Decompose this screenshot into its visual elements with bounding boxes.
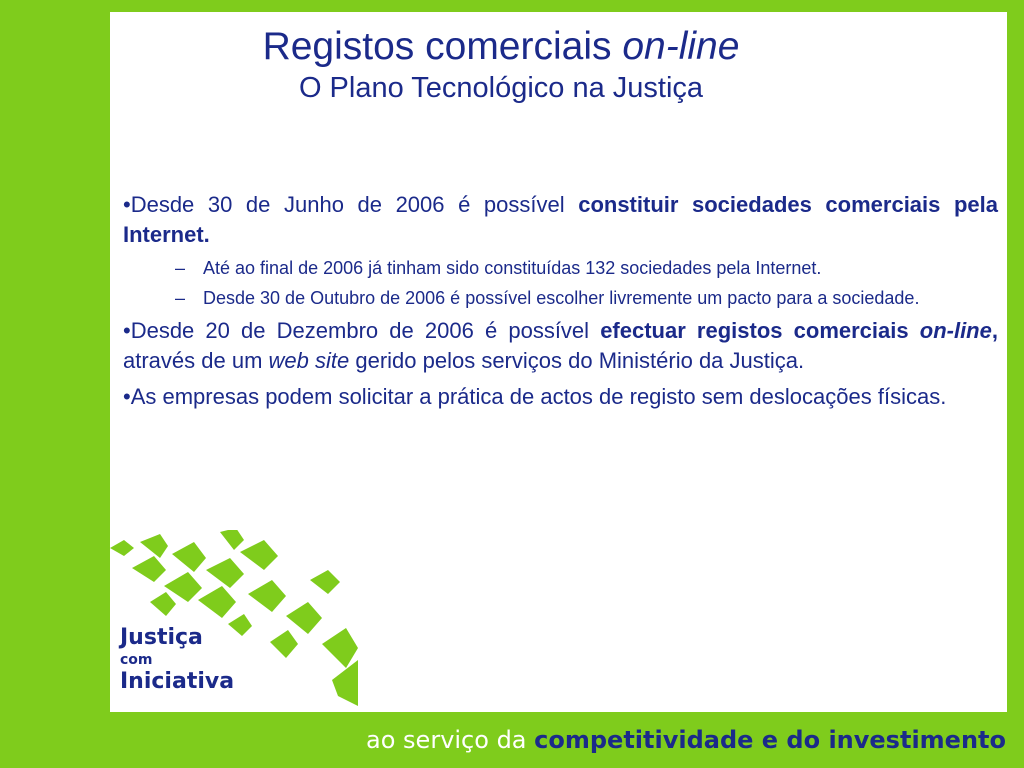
footer-strong: competitividade e do investimento xyxy=(534,726,1006,754)
bullet-2-bold-italic: on-line xyxy=(919,318,992,343)
title-subtitle: O Plano Tecnológico na Justiça xyxy=(298,72,704,104)
bullet-2-text-mid: através de um xyxy=(123,348,269,373)
bullet-2 xyxy=(123,316,998,376)
left-green-band xyxy=(0,0,110,768)
subitem-1 xyxy=(123,256,998,280)
bullet-3-text: As empresas podem solicitar a prática de actos de registo sem deslocações físicas. xyxy=(130,384,947,409)
bullet-2-marker: • xyxy=(123,318,131,343)
bullet-2-italic: web site xyxy=(268,348,350,373)
bullet-1-bold: constituir sociedades comerciais pela Internet. xyxy=(123,192,998,247)
logo-text xyxy=(120,625,234,695)
bullet-2-comma: , xyxy=(991,318,998,343)
footer-text xyxy=(366,726,1006,754)
subitem-2 xyxy=(123,286,998,310)
footer-prefix: ao serviço da xyxy=(366,726,527,754)
justica-logo xyxy=(110,530,360,712)
subitem-2-text: Desde 30 de Outubro de 2006 é possível escolher livremente um pacto para a sociedade. xyxy=(203,288,920,308)
bullet-2-text-before: Desde 20 de Dezembro de 2006 é possível xyxy=(130,318,601,343)
title-main-text: Registos comerciais xyxy=(262,25,612,68)
bullet-3-marker: • xyxy=(123,384,131,409)
slide-footer xyxy=(0,712,1024,768)
subitem-1-dash: – xyxy=(175,258,186,278)
bullet-3 xyxy=(123,382,998,412)
slide-content xyxy=(123,190,998,418)
bullet-2-text-after: gerido pelos serviços do Ministério da Justiça. xyxy=(349,348,805,373)
bullet-2-bold: efectuar registos comerciais xyxy=(600,318,920,343)
logo-line2: com xyxy=(120,652,153,668)
logo-line1: Justiça xyxy=(120,625,203,650)
subitem-1-text: Até ao final de 2006 já tinham sido constituídas 132 sociedades pela Internet. xyxy=(203,258,822,278)
slide-title xyxy=(110,24,892,106)
bullet-1-text: Desde 30 de Junho de 2006 é possível xyxy=(130,192,579,217)
subitem-2-dash: – xyxy=(175,288,186,308)
logo-line3: Iniciativa xyxy=(120,669,235,694)
title-main xyxy=(110,24,892,70)
title-main-italic: on-line xyxy=(622,25,740,68)
bullet-1-marker: • xyxy=(123,192,131,217)
bullet-1 xyxy=(123,190,998,250)
